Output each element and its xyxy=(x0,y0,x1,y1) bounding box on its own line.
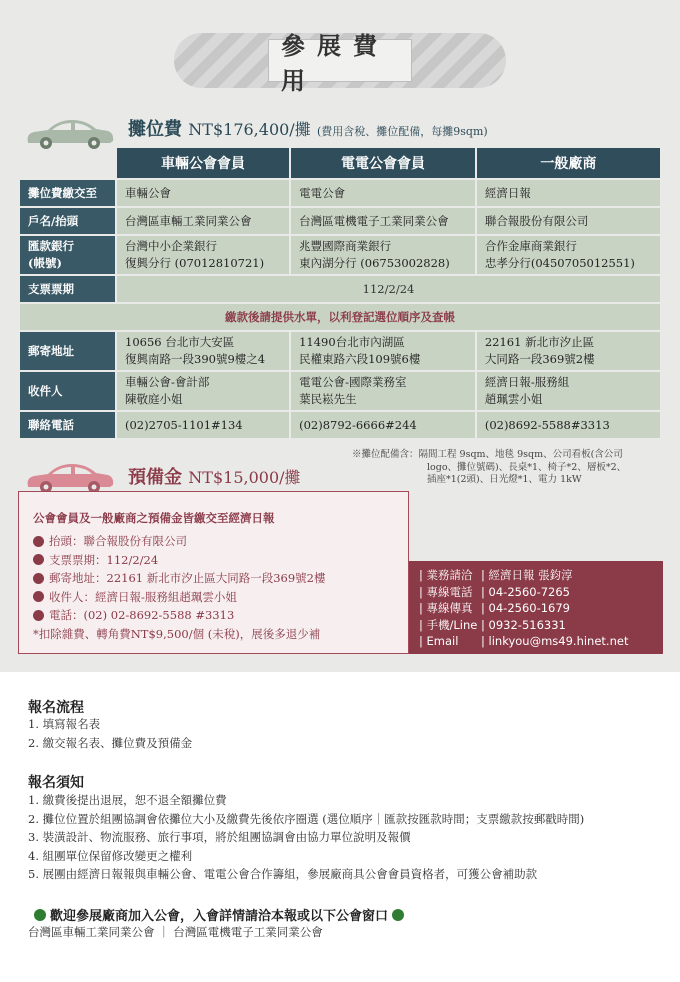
deposit-info-box xyxy=(18,491,409,654)
table-cell xyxy=(291,332,475,370)
col-header-electrical: 電電公會會員 xyxy=(291,148,475,178)
address-line: 復興南路一段390號9樓之4 xyxy=(125,352,266,366)
list-item xyxy=(33,532,394,551)
recipient-name: 葉民崧先生 xyxy=(299,392,357,406)
contact-value: | 經濟日報 張鈞淳 xyxy=(481,568,573,583)
contact-value: | 04-2560-1679 xyxy=(481,601,570,616)
table-cell: 台灣區車輛工業同業公會 xyxy=(117,208,289,234)
list-item: 1. 繳費後提出退展，恕不退全額攤位費 xyxy=(28,793,227,807)
green-dot-icon xyxy=(34,909,46,921)
bank-account: 忠孝分行(0450705012551) xyxy=(484,256,635,270)
bullet-icon xyxy=(33,536,44,547)
contact-email[interactable]: | linkyou@ms49.hinet.net xyxy=(481,634,629,649)
table-row xyxy=(20,372,660,410)
footnote-head: ※攤位配備含： xyxy=(352,449,419,460)
contact-label: | Email xyxy=(419,634,459,649)
list-item: 2. 繳交報名表、攤位費及預備金 xyxy=(28,735,193,750)
bank-name: 台灣中小企業銀行 xyxy=(125,239,217,253)
contact-row xyxy=(419,584,663,601)
address-line: 民權東路六段109號6樓 xyxy=(299,352,421,366)
table-cell xyxy=(291,372,475,410)
booth-fee-note: (費用含稅、攤位配備，每攤9sqm) xyxy=(316,125,488,138)
address-line: 大同路一段369號2樓 xyxy=(484,352,595,366)
recipient-dept: 經濟日報-服務組 xyxy=(484,375,570,389)
address-line: 10656 台北市大安區 xyxy=(125,335,235,349)
table-cell xyxy=(477,372,660,410)
deposit-head: 公會會員及一般廠商之預備金皆繳交至經濟日報 xyxy=(33,511,275,525)
row-label-bank-line1: 匯款銀行 xyxy=(28,239,74,253)
booth-fee-table xyxy=(18,146,662,440)
table-cell xyxy=(117,236,289,274)
bank-account: 東內湖分行 (06753002828) xyxy=(299,256,450,270)
bank-name: 兆豐國際商業銀行 xyxy=(299,239,392,253)
table-cell xyxy=(117,332,289,370)
booth-fee-title xyxy=(128,115,488,141)
list-item: 1. 填寫報名表 xyxy=(28,717,101,731)
recipient-name: 陳敬庭小姐 xyxy=(125,392,183,406)
footnote-line: 隔間工程 9sqm、地毯 9sqm、公司看板(含公司 xyxy=(418,449,623,460)
contact-label: | 業務請洽 xyxy=(419,568,473,583)
table-cell: 聯合報股份有限公司 xyxy=(477,208,660,234)
row-label-phone: 聯絡電話 xyxy=(20,412,115,438)
deposit-item-text: 抬頭：聯合報股份有限公司 xyxy=(49,534,187,549)
booth-equipment-footnote xyxy=(352,449,672,487)
bullet-icon xyxy=(33,591,44,602)
page-title: 參展費用 xyxy=(268,39,412,82)
footnote-line: 插座*1(2頭)、日光燈*1、電力 1kW xyxy=(427,474,582,485)
bullet-icon xyxy=(33,610,44,621)
contact-label: | 專線電話 xyxy=(419,584,473,599)
contact-label: | 專線傳真 xyxy=(419,601,473,616)
bank-name: 合作金庫商業銀行 xyxy=(484,239,577,253)
contact-label: | 手機/Line xyxy=(419,617,478,632)
contact-row xyxy=(419,567,663,584)
list-item: 4. 組團單位保留修改變更之權利 xyxy=(28,848,193,863)
table-cell xyxy=(477,236,660,274)
contact-row xyxy=(419,600,663,617)
rules-title: 報名須知 xyxy=(28,775,84,791)
table-cell: (02)2705-1101#134 xyxy=(117,412,289,438)
list-item xyxy=(33,606,394,625)
footnote-line: logo、攤位號碼)、長桌*1、椅子*2、層板*2、 xyxy=(427,461,627,473)
row-label-account-name: 戶名/抬頭 xyxy=(20,208,115,234)
address-line: 22161 新北市汐止區 xyxy=(484,335,595,349)
booth-fee-price: NT$176,400/攤 xyxy=(188,120,311,139)
deposit-item-text: 電話：(02) 02-8692-5588 #3313 xyxy=(49,608,235,623)
table-cell xyxy=(477,332,660,370)
table-cell xyxy=(291,236,475,274)
table-cell: 台灣區電機電子工業同業公會 xyxy=(291,208,475,234)
list-item: 5. 展團由經濟日報報與車輛公會、電電公會合作籌組，參展廠商具公會會員資格者，可獲公會補助款 xyxy=(28,867,538,881)
deposit-tail-note: *扣除雜費、轉角費NT$9,500/個 (未稅)，展後多退少補 xyxy=(33,626,321,641)
car-icon xyxy=(24,458,116,494)
list-item xyxy=(33,588,394,607)
table-cell: 經濟日報 xyxy=(477,180,660,206)
bullet-icon xyxy=(33,573,44,584)
contact-box xyxy=(409,561,663,654)
deposit-label: 預備金 xyxy=(128,467,182,488)
booth-fee-label: 攤位費 xyxy=(128,119,182,140)
table-cell: (02)8792-6666#244 xyxy=(291,412,475,438)
col-header-general: 一般廠商 xyxy=(477,148,660,178)
welcome-text: 歡迎參展廠商加入公會，入會詳情請洽本報或以下公會窗口 xyxy=(50,909,389,924)
address-line: 11490台北市內湖區 xyxy=(299,335,405,349)
row-label-payee: 攤位費繳交至 xyxy=(20,180,115,206)
table-row xyxy=(20,332,660,370)
bullet-icon xyxy=(33,554,44,565)
rules-list xyxy=(28,791,584,884)
table-row xyxy=(20,304,660,330)
contact-row xyxy=(419,633,663,650)
row-label-bank-line2: (帳號) xyxy=(28,256,62,270)
recipient-dept: 車輛公會-會計部 xyxy=(125,375,210,389)
table-cell xyxy=(117,372,289,410)
list-item: 3. 裝潢設計、物流服務、旅行事項，將於組團協調會由協力單位說明及報價 xyxy=(28,830,411,844)
table-row xyxy=(20,208,660,234)
process-title: 報名流程 xyxy=(28,700,84,716)
row-label-check-date: 支票票期 xyxy=(20,276,115,302)
deposit-item-text: 收件人：經濟日報-服務組趙珮雲小姐 xyxy=(49,589,237,604)
car-icon xyxy=(24,114,116,150)
title-banner xyxy=(174,30,506,95)
recipient-name: 趙珮雲小姐 xyxy=(484,392,543,406)
check-date: 112/2/24 xyxy=(117,276,660,302)
bank-account: 復興分行 (07012810721) xyxy=(125,256,265,270)
welcome-line xyxy=(30,905,408,924)
contact-row xyxy=(419,617,663,634)
list-item: 2. 攤位位置於組團協調會依攤位大小及繳費先後依序圈選 (選位順序｜匯款按匯款時間；支票繳款按郵戳時間) xyxy=(28,811,585,826)
association-names: 台灣區車輛工業同業公會 ｜ 台灣區電機電子工業同業公會 xyxy=(28,925,323,939)
table-row xyxy=(20,412,660,438)
deposit-price: NT$15,000/攤 xyxy=(188,468,301,487)
contact-value: | 0932-516331 xyxy=(481,617,566,632)
table-cell: (02)8692-5588#3313 xyxy=(477,412,660,438)
list-item xyxy=(33,569,394,588)
deposit-item-text: 支票票期：112/2/24 xyxy=(49,552,159,567)
row-label-recipient: 收件人 xyxy=(20,372,115,410)
table-row xyxy=(20,276,660,302)
table-cell: 電電公會 xyxy=(291,180,475,206)
contact-value: | 04-2560-7265 xyxy=(481,584,570,599)
deposit-title xyxy=(128,463,301,489)
green-dot-icon xyxy=(392,909,404,921)
table-row xyxy=(20,180,660,206)
row-label-bank xyxy=(20,236,115,274)
col-header-vehicle: 車輛公會會員 xyxy=(117,148,289,178)
payment-notice: 繳款後請提供水單，以利登記選位順序及查帳 xyxy=(20,304,660,330)
header-blank xyxy=(20,148,115,178)
row-label-mail: 郵寄地址 xyxy=(20,332,115,370)
table-cell: 車輛公會 xyxy=(117,180,289,206)
process-list xyxy=(28,715,192,752)
table-row xyxy=(20,236,660,274)
list-item xyxy=(33,551,394,570)
deposit-item-text: 郵寄地址：22161 新北市汐止區大同路一段369號2樓 xyxy=(49,571,326,586)
recipient-dept: 電電公會-國際業務室 xyxy=(299,375,407,389)
